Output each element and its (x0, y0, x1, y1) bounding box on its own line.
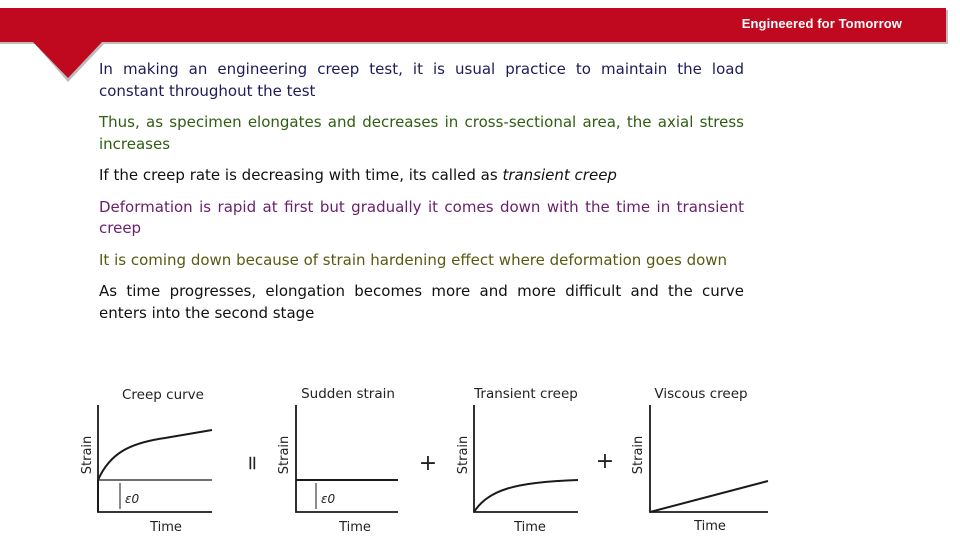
sudden-strain-xlabel: Time (339, 520, 371, 535)
paragraph-text: In making an engineering creep test, it is usual practice to maintain the load constant throughout the test (99, 60, 744, 100)
paragraph-1 (99, 59, 744, 102)
creep-decomposition-figure (70, 375, 790, 537)
paragraph-6 (99, 281, 744, 324)
paragraph-text: If the creep rate is decreasing with time, its called as (99, 166, 503, 184)
paragraph-emphasis: transient creep (502, 166, 617, 184)
transient-creep-title: Transient creep (474, 386, 578, 402)
paragraph-text: It is coming down because of strain hardening effect where deformation goes down (99, 250, 728, 269)
creep-curve-title: Creep curve (122, 387, 204, 403)
slide-body (99, 59, 744, 334)
paragraph-text: Thus, as specimen elongates and decreases in cross-sectional area, the axial stress increases (99, 113, 744, 153)
paragraph-text: As time progresses, elongation becomes more and more difficult and the curve enters into the second stage (99, 282, 744, 322)
sudden-strain-epsilon-label: ε0 (321, 492, 336, 506)
viscous-creep-title: Viscous creep (654, 386, 748, 402)
transient-creep-ylabel: Strain (456, 435, 471, 475)
header-tagline: Engineered for Tomorrow (741, 16, 902, 31)
creep-curve-xlabel: Time (150, 520, 182, 535)
sudden-strain-title: Sudden strain (301, 386, 395, 402)
creep-curve-ylabel: Strain (80, 435, 95, 475)
equals-operator: = (241, 454, 265, 472)
viscous-creep-ylabel: Strain (631, 435, 646, 475)
transient-creep-line (474, 480, 578, 512)
transient-creep-xlabel: Time (514, 520, 546, 535)
sudden-strain-ylabel: Strain (277, 435, 292, 475)
paragraph-2 (99, 112, 744, 155)
plus-operator-2: + (595, 449, 615, 474)
creep-curve-line (98, 430, 212, 512)
creep-curve-epsilon-label: ε0 (125, 492, 140, 506)
viscous-creep-line (650, 481, 768, 512)
paragraph-4 (99, 197, 744, 240)
sudden-strain-axes (296, 405, 398, 512)
plus-operator-1: + (418, 451, 438, 476)
paragraph-text: Deformation is rapid at first but gradually it comes down with the time in transient creep (99, 197, 744, 237)
paragraph-5 (99, 250, 744, 272)
paragraph-3 (99, 165, 744, 187)
creep-curve-axes (98, 405, 212, 512)
viscous-creep-xlabel: Time (694, 519, 726, 534)
